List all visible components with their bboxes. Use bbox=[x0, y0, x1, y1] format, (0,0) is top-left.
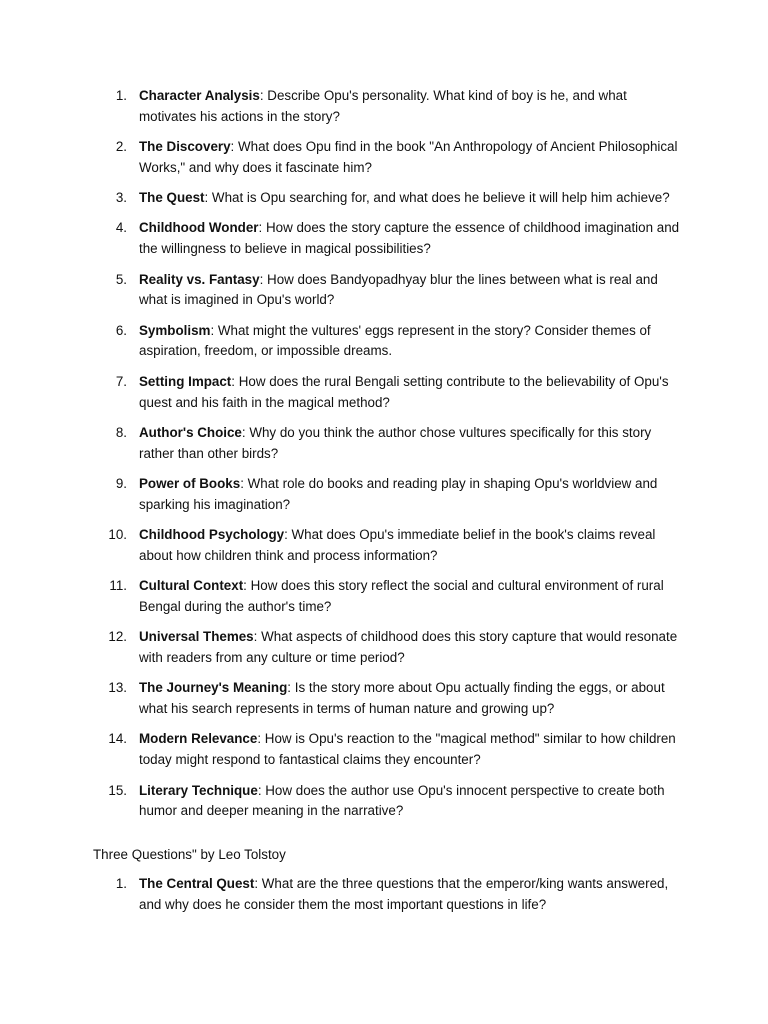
question-list-tolstoy bbox=[0, 874, 768, 925]
question-title: The Journey's Meaning bbox=[139, 680, 288, 696]
question-number: 12. bbox=[108, 629, 127, 645]
question-number: 1. bbox=[115, 876, 127, 891]
question-text: : What are the three questions that the emperor/king wants answered, and why does he consider them the most important questions in life? bbox=[139, 876, 669, 912]
question-number: 10. bbox=[108, 527, 127, 543]
question-number: 3. bbox=[115, 190, 127, 206]
question-title: Modern Relevance bbox=[139, 731, 258, 747]
question-number: 4. bbox=[115, 220, 127, 236]
question-title: Childhood Psychology bbox=[139, 527, 285, 543]
question-text: : Is the story more about Opu actually finding the eggs, or about what his search represents in terms of human nature and growing up? bbox=[139, 680, 665, 717]
question-title: Cultural Context bbox=[139, 578, 244, 594]
question-number: 1. bbox=[115, 88, 127, 103]
question-text: : How does this story reflect the social and cultural environment of rural Bengal during the author's time? bbox=[139, 578, 664, 614]
question-title: The Central Quest bbox=[139, 876, 255, 891]
question-item bbox=[0, 372, 768, 414]
question-text: : What is Opu searching for, and what does he believe it will help him achieve? bbox=[204, 190, 670, 206]
question-text: : What does Opu find in the book "An Anthropology of Ancient Philosophical Works," and why does it fascinate him? bbox=[139, 139, 678, 175]
question-item bbox=[0, 781, 768, 823]
question-item bbox=[0, 86, 768, 128]
question-text: : How does the author use Opu's innocent perspective to create both humor and deeper meaning in the narrative? bbox=[139, 782, 665, 819]
question-item bbox=[0, 474, 768, 516]
question-number: 9. bbox=[115, 475, 127, 491]
question-title: Author's Choice bbox=[139, 424, 242, 440]
question-number: 6. bbox=[115, 322, 127, 338]
question-text: : What aspects of childhood does this story capture that would resonate with readers from any culture or time period? bbox=[139, 629, 678, 666]
question-title: Universal Themes bbox=[139, 629, 254, 645]
question-number: 15. bbox=[108, 782, 127, 798]
question-title: The Quest bbox=[139, 190, 205, 206]
question-item bbox=[0, 423, 768, 465]
question-title: The Discovery bbox=[139, 139, 231, 155]
question-title: Reality vs. Fantasy bbox=[139, 271, 260, 287]
question-item bbox=[0, 188, 768, 209]
question-item bbox=[0, 321, 768, 363]
question-text: : Why do you think the author chose vultures specifically for this story rather than other birds? bbox=[139, 424, 652, 461]
question-item bbox=[0, 218, 768, 260]
question-number: 5. bbox=[115, 271, 127, 287]
question-text: : What does Opu's immediate belief in the book's claims reveal about how children think and process information? bbox=[139, 527, 656, 563]
question-text: : What might the vultures' eggs represent in the story? Consider themes of aspiration, freedom, or impossible dreams. bbox=[139, 322, 651, 359]
question-item bbox=[0, 678, 768, 720]
question-number: 8. bbox=[115, 424, 127, 440]
question-title: Power of Books bbox=[139, 475, 241, 491]
question-number: 2. bbox=[115, 139, 127, 155]
question-number: 11. bbox=[109, 578, 127, 594]
question-text: : How is Opu's reaction to the "magical method" similar to how children today might respond to fantastical claims they encounter? bbox=[139, 731, 676, 768]
question-item bbox=[0, 576, 768, 618]
question-number: 13. bbox=[108, 680, 127, 696]
question-text: : How does the story capture the essence of childhood imagination and the willingness to believe in magical possibilities? bbox=[139, 220, 680, 257]
question-list-opu bbox=[0, 86, 768, 832]
question-item bbox=[0, 627, 768, 669]
section-heading-three-questions: Three Questions" by Leo Tolstoy bbox=[93, 847, 286, 862]
question-text: : How does Bandyopadhyay blur the lines between what is real and what is imagined in Opu's world? bbox=[139, 271, 658, 308]
question-item bbox=[0, 270, 768, 312]
question-title: Literary Technique bbox=[139, 782, 258, 798]
question-text: : What role do books and reading play in shaping Opu's worldview and sparking his imagination? bbox=[139, 475, 658, 512]
question-item bbox=[0, 525, 768, 567]
question-text: : Describe Opu's personality. What kind of boy is he, and what motivates his actions in the story? bbox=[139, 88, 627, 124]
question-title: Character Analysis bbox=[139, 88, 260, 103]
question-title: Setting Impact bbox=[139, 373, 232, 389]
question-number: 7. bbox=[115, 373, 127, 389]
question-text: : How does the rural Bengali setting contribute to the believability of Opu's quest and his faith in the magical method? bbox=[139, 373, 669, 410]
question-number: 14. bbox=[108, 731, 127, 747]
question-item bbox=[0, 137, 768, 179]
question-item bbox=[0, 874, 768, 916]
question-item bbox=[0, 729, 768, 771]
question-title: Symbolism bbox=[139, 322, 211, 338]
question-title: Childhood Wonder bbox=[139, 220, 259, 236]
